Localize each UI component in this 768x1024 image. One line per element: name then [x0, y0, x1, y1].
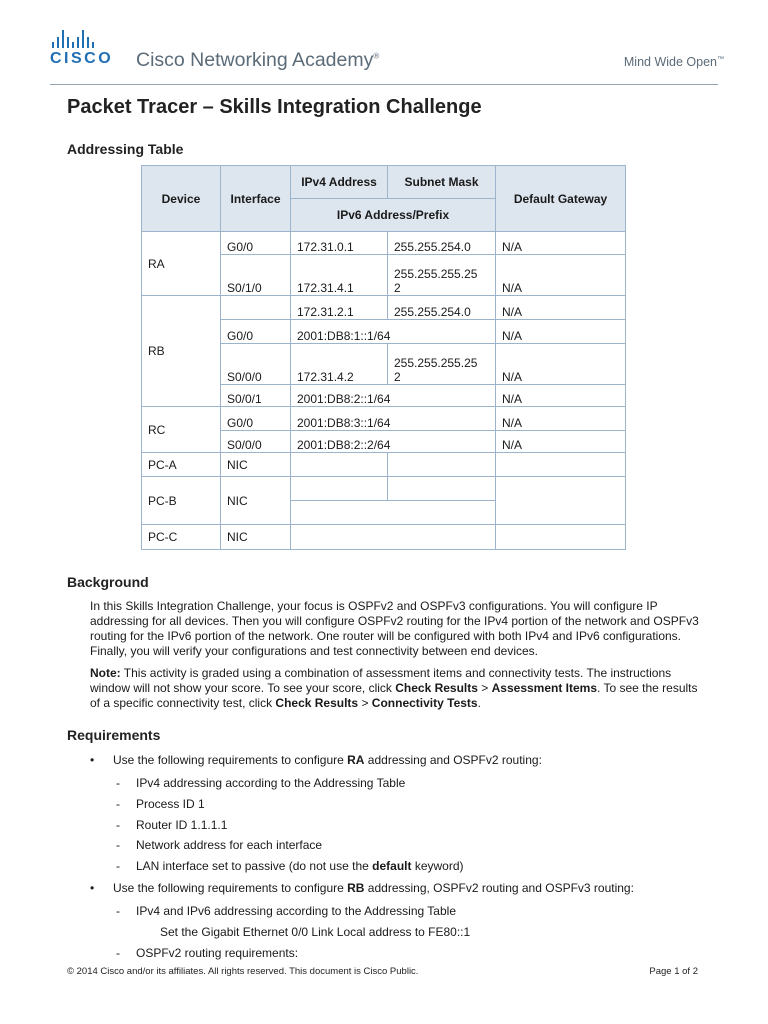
- col-ipv6: IPv6 Address/Prefix: [291, 199, 496, 232]
- device-cell: PC-A: [142, 453, 221, 477]
- col-device: Device: [142, 166, 221, 232]
- interface-cell: G0/0: [221, 407, 291, 431]
- interface-cell: S0/1/0: [221, 255, 291, 296]
- gateway-cell: N/A: [496, 232, 626, 255]
- ipv6-cell: 2001:DB8:2::1/64: [291, 385, 496, 407]
- cisco-bridge-icon: [52, 30, 113, 48]
- col-mask: Subnet Mask: [388, 166, 496, 199]
- table-row: [142, 407, 626, 431]
- list-item: IPv4 and IPv6 addressing according to the Addressing Table: [136, 904, 456, 918]
- device-cell: PC-C: [142, 525, 221, 550]
- bullet-icon: •: [90, 753, 95, 767]
- ipv4-cell: 172.31.0.1: [291, 232, 388, 255]
- mask-cell: 255.255.255.25 2: [388, 344, 496, 385]
- ipv4-cell: [291, 477, 388, 501]
- note-paragraph: Note: This activity is graded using a combination of assessment items and connectivity tests. The instructions window will not show your score. To see your score, click Check Results > Assessment Items. To see the results of a specific connectivity test, click Check Results > Connectivity Tests.: [90, 666, 698, 710]
- ipv6-cell: [291, 525, 496, 550]
- gateway-cell: N/A: [496, 320, 626, 344]
- ipv6-cell: 2001:DB8:1::1/64: [291, 320, 496, 344]
- table-row: [142, 232, 626, 255]
- interface-cell: S0/0/0: [221, 344, 291, 385]
- device-cell: RB: [142, 296, 221, 407]
- cisco-logo: [50, 30, 113, 68]
- mask-cell: 255.255.255.25 2: [388, 255, 496, 296]
- gateway-cell: [496, 477, 626, 525]
- mask-cell: 255.255.254.0: [388, 232, 496, 255]
- ipv4-cell: 172.31.4.1: [291, 255, 388, 296]
- gateway-cell: N/A: [496, 296, 626, 320]
- list-item: Network address for each interface: [136, 838, 323, 852]
- interface-cell: NIC: [221, 525, 291, 550]
- addressing-table: [141, 165, 626, 550]
- mask-cell: 255.255.254.0: [388, 296, 496, 320]
- list-item: LAN interface set to passive (do not use the default keyword): [136, 859, 464, 873]
- list-item: Router ID 1.1.1.1: [136, 818, 228, 832]
- col-gateway: Default Gateway: [496, 166, 626, 232]
- list-item: Use the following requirements to configure RA addressing and OSPFv2 routing:: [113, 753, 542, 767]
- list-item: Use the following requirements to configure RB addressing, OSPFv2 routing and OSPFv3 routing:: [113, 881, 634, 895]
- interface-cell: NIC: [221, 477, 291, 525]
- copyright: © 2014 Cisco and/or its affiliates. All rights reserved. This document is Cisco Public.: [67, 966, 419, 977]
- interface-cell: G0/0: [221, 320, 291, 344]
- cisco-wordmark: CISCO: [50, 50, 114, 67]
- gateway-cell: [496, 453, 626, 477]
- bullet-icon: •: [90, 881, 95, 895]
- gateway-cell: N/A: [496, 407, 626, 431]
- academy-name: Cisco Networking Academy®: [136, 49, 380, 71]
- device-cell: PC-B: [142, 477, 221, 525]
- gateway-cell: N/A: [496, 344, 626, 385]
- gateway-cell: N/A: [496, 255, 626, 296]
- gateway-cell: N/A: [496, 431, 626, 453]
- mask-cell: [388, 477, 496, 501]
- background-heading: Background: [67, 574, 149, 590]
- ipv6-cell: [291, 501, 496, 525]
- interface-cell: [221, 296, 291, 320]
- col-ipv4: IPv4 Address: [291, 166, 388, 199]
- ipv6-cell: 2001:DB8:3::1/64: [291, 407, 496, 431]
- list-item: Set the Gigabit Ethernet 0/0 Link Local address to FE80::1: [160, 925, 471, 939]
- addressing-table-heading: Addressing Table: [67, 141, 184, 157]
- interface-cell: G0/0: [221, 232, 291, 255]
- trademark: ™: [717, 55, 724, 63]
- table-row: [142, 296, 626, 320]
- col-interface: Interface: [221, 166, 291, 232]
- list-item: Process ID 1: [136, 797, 205, 811]
- gateway-cell: [496, 525, 626, 550]
- ipv4-cell: 172.31.2.1: [291, 296, 388, 320]
- background-paragraph: In this Skills Integration Challenge, your focus is OSPFv2 and OSPFv3 configurations. You will configure IP addressing for all devices. Then you will configure OSPFv2 routing for the IPv4 portion of the network and OSPFv3 routing for the IPv6 portion of the network. One router will be configured with both IPv4 and IPv6 configurations. Finally, you will verify your configurations and test connectivity between end devices.: [90, 599, 699, 658]
- registered-mark: ®: [373, 51, 380, 61]
- table-row: [142, 477, 626, 501]
- device-cell: RA: [142, 232, 221, 296]
- list-item: OSPFv2 routing requirements:: [136, 946, 299, 960]
- list-item: IPv4 addressing according to the Addressing Table: [136, 776, 406, 790]
- page-title: Packet Tracer – Skills Integration Challenge: [67, 96, 482, 118]
- interface-cell: NIC: [221, 453, 291, 477]
- gateway-cell: N/A: [496, 385, 626, 407]
- table-row: [142, 525, 626, 550]
- interface-cell: S0/0/0: [221, 431, 291, 453]
- device-cell: RC: [142, 407, 221, 453]
- ipv4-cell: [291, 453, 388, 477]
- header-divider: [50, 84, 718, 85]
- page-number: Page 1 of 2: [649, 966, 698, 977]
- ipv6-cell: 2001:DB8:2::2/64: [291, 431, 496, 453]
- interface-cell: S0/0/1: [221, 385, 291, 407]
- table-row: [142, 453, 626, 477]
- tagline: Mind Wide Open™: [623, 55, 724, 69]
- requirements-heading: Requirements: [67, 727, 161, 743]
- page-header: [0, 0, 768, 84]
- mask-cell: [388, 453, 496, 477]
- ipv4-cell: 172.31.4.2: [291, 344, 388, 385]
